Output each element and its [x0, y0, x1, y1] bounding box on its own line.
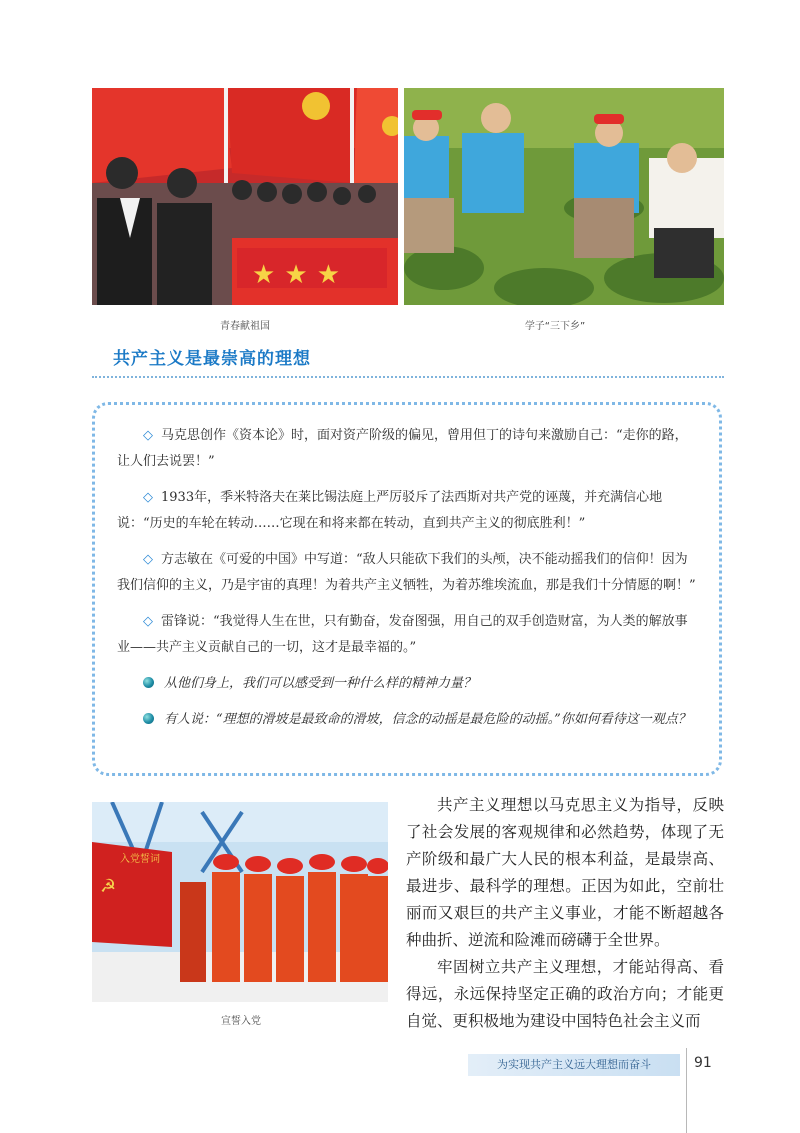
question-bullet-icon — [143, 713, 154, 724]
svg-text:☭: ☭ — [100, 876, 117, 897]
diamond-bullet-icon: ◇ — [143, 428, 153, 443]
photo-caption-left: 青春献祖国 — [220, 321, 270, 332]
question-item: 有人说：“理想的滑坡是最致命的滑坡，信念的动摇是最危险的动摇。”你如何看待这一观点？ — [117, 707, 697, 733]
question-bullet-icon — [143, 677, 154, 688]
footer-divider — [686, 1048, 687, 1133]
footer-chapter-title: 为实现共产主义远大理想而奋斗 — [468, 1054, 680, 1076]
heading-divider — [92, 376, 724, 378]
quote-box — [92, 402, 722, 776]
quote-item: ◇ 雷锋说：“我觉得人生在世，只有勤奋，发奋图强，用自己的双手创造财富，为人类的解放事业——共产主义贡献自己的一切，这才是最幸福的。” — [117, 614, 688, 655]
body-paragraph: 牢固树立共产主义理想，才能站得高、看得远，永远保持坚定正确的政治方向；才能更自觉、更积极地为建设中国特色社会主义而 — [406, 958, 724, 1030]
photo-party-oath — [92, 802, 388, 1002]
diamond-bullet-icon: ◇ — [143, 614, 153, 629]
photo-caption-right: 学子“三下乡” — [524, 321, 586, 332]
section-heading: 共产主义是最崇高的理想 — [113, 349, 311, 369]
diamond-bullet-icon: ◇ — [143, 490, 153, 505]
page-number: 91 — [694, 1055, 712, 1071]
body-paragraph: 共产主义理想以马克思主义为指导，反映了社会发展的客观规律和必然趋势，体现了无产阶级和最广大人民的根本利益，是最崇高、最进步、最科学的理想。正因为如此，空前壮丽而又艰巨的共产主义事业，才能不断超越各种曲折、逆流和险滩而磅礴于全世界。 — [406, 796, 724, 949]
diamond-bullet-icon: ◇ — [143, 552, 153, 567]
photo-students-field — [404, 88, 724, 305]
oath-banner-label: 入党誓词 — [120, 854, 160, 865]
quote-item: ◇ 1933年，季米特洛夫在莱比锡法庭上严厉驳斥了法西斯对共产党的诬蔑，并充满信心地说：“历史的车轮在转动……它现在和将来都在转动，直到共产主义的彻底胜利！” — [117, 490, 663, 531]
svg-text:★ ★ ★: ★ ★ ★ — [252, 260, 341, 290]
quote-item: ◇ 方志敏在《可爱的中国》中写道：“敌人只能砍下我们的头颅，决不能动摇我们的信仰！因为我们信仰的主义，乃是宇宙的真理！为着共产主义牺牲，为着苏维埃流血，那是我们十分情愿的啊！” — [117, 552, 696, 593]
quote-item: ◇ 马克思创作《资本论》时，面对资产阶级的偏见，曾用但丁的诗句来激励自己：“走你的路，让人们去说罢！” — [117, 428, 688, 469]
body-text — [406, 792, 724, 1035]
photo-youth-pledge — [92, 88, 398, 305]
photo-caption-bottom: 宣誓入党 — [221, 1016, 261, 1027]
question-item: 从他们身上，我们可以感受到一种什么样的精神力量？ — [117, 671, 697, 697]
